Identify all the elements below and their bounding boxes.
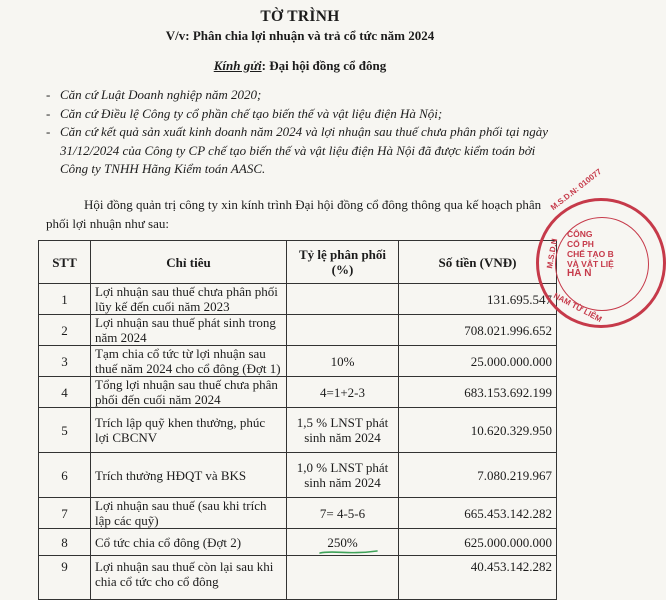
row-item: Trích lập quỹ khen thưởng, phúc lợi CBCNV — [91, 408, 287, 453]
document-title: TỜ TRÌNH — [260, 8, 340, 25]
intro-paragraph: Hội đồng quản trị công ty xin kính trình Đại hội đồng cổ đông thông qua kế hoạch phân phối lợi nhuận như sau: — [46, 197, 542, 231]
row-ratio — [287, 315, 399, 346]
row-amount: 708.021.996.652 — [399, 315, 557, 346]
row-ratio — [287, 556, 399, 600]
header-ratio: Tỷ lệ phân phối (%) — [287, 241, 399, 284]
row-ratio-cell — [287, 529, 399, 556]
row-stt: 9 — [39, 556, 91, 600]
row-stt: 1 — [39, 284, 91, 315]
document-subject: V/v: Phân chia lợi nhuận và trả cổ tức năm 2024 — [165, 28, 435, 43]
row-amount: 131.695.547 — [399, 284, 557, 315]
table-row — [39, 284, 557, 315]
table-row — [39, 556, 557, 600]
row-item: Lợi nhuận sau thuế chưa phân phối lũy kế đến cuối năm 2023 — [91, 284, 287, 315]
seal-line: VÀ VẬT LIỆ — [567, 259, 614, 269]
row-stt: 2 — [39, 315, 91, 346]
row-stt: 5 — [39, 408, 91, 453]
row-item: Tạm chia cổ tức từ lợi nhuận sau thuế năm 2024 cho cổ đông (Đợt 1) — [91, 346, 287, 377]
table-row — [39, 453, 557, 498]
greeting-label: Kính gửi — [213, 58, 262, 73]
seal-line: CHẾ TẠO B — [567, 249, 614, 259]
row-amount: 40.453.142.282 — [399, 556, 557, 600]
row-amount: 665.453.142.282 — [399, 498, 557, 529]
row-item: Lợi nhuận sau thuế (sau khi trích lập các quỹ) — [91, 498, 287, 529]
row-stt: 8 — [39, 529, 91, 556]
seal-center-text — [567, 229, 614, 279]
row-amount: 7.080.219.967 — [399, 453, 557, 498]
row-ratio: 4=1+2-3 — [287, 377, 399, 408]
company-seal — [536, 166, 666, 328]
row-ratio: 250% — [327, 534, 358, 550]
row-ratio — [287, 284, 399, 315]
row-stt: 4 — [39, 377, 91, 408]
underline-mark-icon — [319, 548, 379, 556]
row-amount: 10.620.329.950 — [399, 408, 557, 453]
row-item: Lợi nhuận sau thuế còn lại sau khi chia cổ tức cho cổ đông — [91, 556, 287, 600]
legal-basis-item: - Căn cứ Điều lệ Công ty cổ phần chế tạo biến thế và vật liệu điện Hà Nội; — [46, 105, 566, 124]
row-ratio: 10% — [287, 346, 399, 377]
row-item: Tổng lợi nhuận sau thuế chưa phân phối đến cuối năm 2024 — [91, 377, 287, 408]
seal-ring-top: M.S.D.N: 010077 — [549, 166, 604, 213]
row-amount: 683.153.692.199 — [399, 377, 557, 408]
seal-line: CÔNG — [567, 229, 593, 239]
header-amount: Số tiền (VNĐ) — [399, 241, 557, 284]
row-item: Cổ tức chia cổ đông (Đợt 2) — [91, 529, 287, 556]
row-amount: 625.000.000.000 — [399, 529, 557, 556]
legal-basis-item: - Căn cứ Luật Doanh nghiệp năm 2020; — [46, 86, 566, 105]
table-row — [39, 377, 557, 408]
header-item: Chỉ tiêu — [91, 241, 287, 284]
table-row — [39, 529, 557, 556]
header-stt: STT — [39, 241, 91, 284]
seal-ring-bottom: NAM TỪ LIÊM — [552, 291, 604, 324]
greeting-recipient: : Đại hội đồng cổ đông — [261, 58, 387, 73]
table-row — [39, 498, 557, 529]
handwritten-mark — [327, 535, 357, 550]
row-stt: 6 — [39, 453, 91, 498]
table-row — [39, 408, 557, 453]
legal-bases-list — [46, 86, 566, 179]
row-stt: 3 — [39, 346, 91, 377]
row-item: Lợi nhuận sau thuế phát sinh trong năm 2024 — [91, 315, 287, 346]
seal-line: CỔ PH — [567, 239, 594, 249]
legal-basis-item: - Căn cứ kết quả sản xuất kinh doanh năm 2024 và lợi nhuận sau thuế chưa phân phối tại ngày 31/12/2024 của Công ty CP chế tạo biến thế và vật liệu điện Hà Nội đã được kiểm toán bởi Công ty TNHH Hãng Kiểm toán AASC. — [46, 123, 566, 179]
seal-ring-left: M.S.D.N — [545, 237, 560, 270]
row-ratio: 1,5 % LNST phát sinh năm 2024 — [287, 408, 399, 453]
row-ratio: 7= 4-5-6 — [287, 498, 399, 529]
profit-distribution-table — [38, 237, 560, 600]
table-header-row — [39, 241, 557, 284]
row-stt: 7 — [39, 498, 91, 529]
seal-line: HÀ N — [567, 268, 592, 279]
row-item: Trích thưởng HĐQT và BKS — [91, 453, 287, 498]
table-row — [39, 346, 557, 377]
row-ratio: 1,0 % LNST phát sinh năm 2024 — [287, 453, 399, 498]
greeting — [0, 58, 600, 74]
table-row — [39, 315, 557, 346]
row-amount: 25.000.000.000 — [399, 346, 557, 377]
